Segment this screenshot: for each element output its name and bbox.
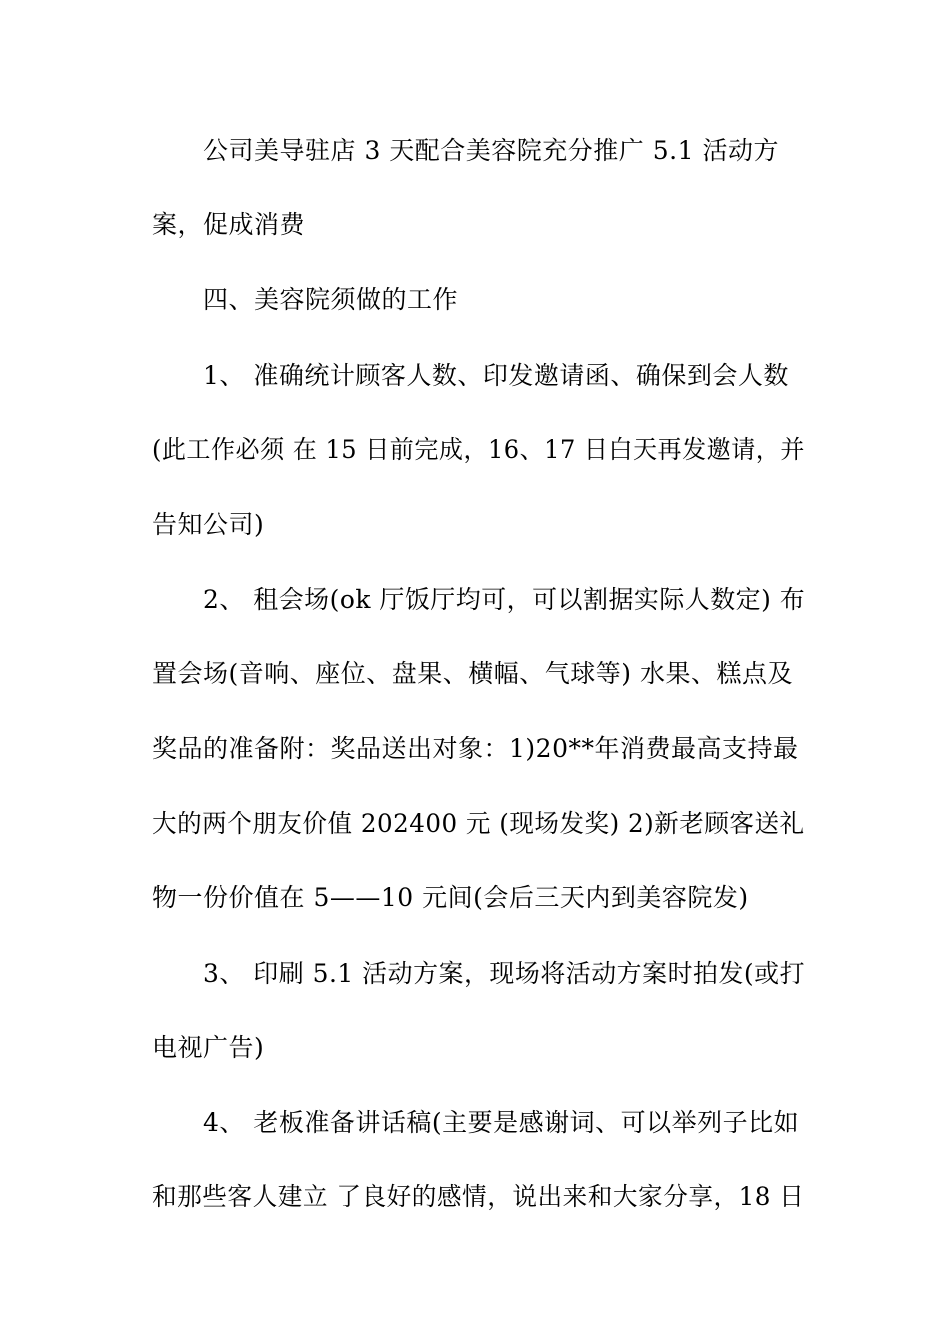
paragraph-line: 物一份价值在 5——10 元间(会后三天内到美容院发) (152, 883, 749, 912)
paragraph-line: 告知公司) (152, 510, 265, 539)
paragraph-line: 大的两个朋友价值 202400 元 (现场发奖) 2)新老顾客送礼 (152, 809, 805, 838)
list-item-line: 1、 准确统计顾客人数、印发邀请函、确保到会人数 (203, 361, 789, 390)
paragraph-line: 案，促成消费 (152, 210, 306, 239)
paragraph-line: 置会场(音响、座位、盘果、横幅、气球等) 水果、糕点及 (152, 659, 793, 688)
list-item-line: 3、 印刷 5.1 活动方案，现场将活动方案时拍发(或打 (203, 959, 806, 988)
paragraph-line: 和那些客人建立 了良好的感情，说出来和大家分享，18 日 (152, 1182, 805, 1211)
paragraph-line: 公司美导驻店 3 天配合美容院充分推广 5.1 活动方 (203, 136, 779, 165)
list-item-line: 2、 租会场(ok 厅饭厅均可，可以割据实际人数定) 布 (203, 585, 806, 614)
list-item-line: 4、 老板准备讲话稿(主要是感谢词、可以举列子比如 (203, 1108, 800, 1137)
paragraph-line: 电视广告) (152, 1033, 265, 1062)
paragraph-line: 奖品的准备附：奖品送出对象：1)20**年消费最高支持最 (152, 734, 799, 763)
section-heading: 四、美容院须做的工作 (203, 285, 459, 314)
paragraph-line: (此工作必须 在 15 日前完成，16、17 日白天再发邀请，并 (152, 435, 805, 464)
